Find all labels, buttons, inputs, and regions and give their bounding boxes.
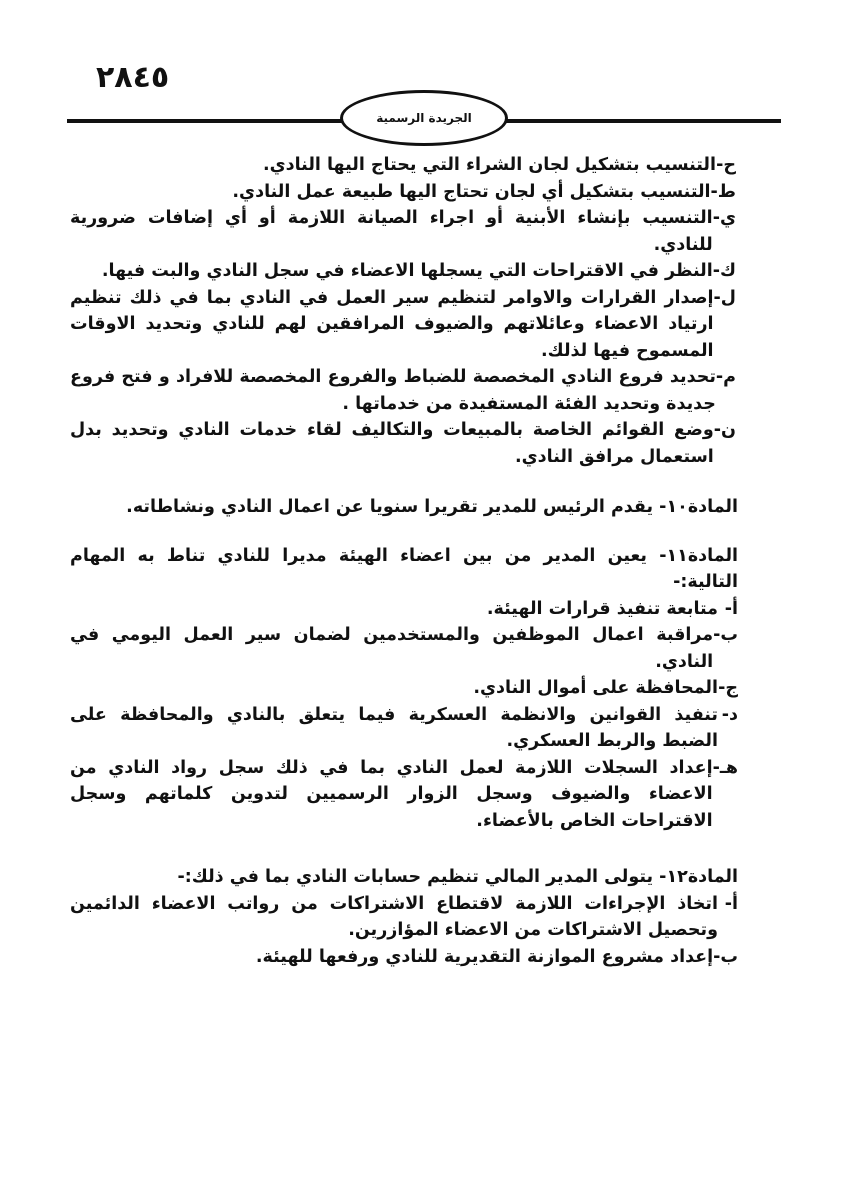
item-marker: م-: [715, 367, 736, 387]
item-text: إعداد مشروع الموازنة التقديرية للنادي ورفعها للهيئة.: [255, 946, 714, 967]
list-item: [70, 944, 738, 971]
item-text: المحافظة على أموال النادي.: [473, 678, 718, 698]
article-text: يتولى المدير المالي تنظيم حسابات النادي بما في ذلك:-: [177, 867, 654, 887]
list-item: [70, 152, 736, 179]
item-text: إصدار القرارات والاوامر لتنظيم سير العمل في النادي بما في ذلك تنظيم ارتياد الاعضاء وعائلاتهم والضيوف المرافقين لهم للنادي وتحديد الاوقات المسموح فيها لذلك.: [70, 287, 714, 361]
article-10: [70, 494, 738, 521]
gazette-title-ellipse: [340, 90, 508, 146]
list-item: [70, 285, 736, 365]
item-text: التنسيب بتشكيل أي لجان تحتاج اليها طبيعة عمل النادي.: [232, 181, 711, 202]
list-item: [70, 891, 738, 944]
article-11: [70, 543, 738, 596]
item-text: وضع القوائم الخاصة بالمبيعات والتكاليف لقاء خدمات النادي وتحديد بدل استعمال مرافق النادي.: [70, 420, 714, 467]
list-item: [70, 179, 736, 206]
article-label: المادة١٢-: [659, 867, 738, 887]
continued-items-list: [70, 152, 736, 470]
item-marker: ب-: [713, 625, 738, 645]
item-text: النظر في الاقتراحات التي يسجلها الاعضاء في سجل النادي والبت فيها.: [101, 261, 713, 281]
item-marker: أ-: [724, 893, 738, 914]
gazette-title: الجريدة الرسمية: [376, 111, 472, 125]
item-marker: ح-: [716, 155, 736, 175]
article-12: [70, 864, 738, 891]
item-text: إعداد السجلات اللازمة لعمل النادي بما في ذلك سجل رواد النادي من الاعضاء والضيوف وسجل الزوار الرسميين لتدوين كلماتهم وسجل الاقتراحات الخاص بالأعضاء.: [70, 757, 713, 831]
item-marker: ي-: [712, 208, 736, 228]
item-text: التنسيب بإنشاء الأبنية أو اجراء الصيانة اللازمة أو أي إضافات ضرورية للنادي.: [70, 208, 713, 255]
article-11-items: [70, 596, 738, 835]
list-item: [70, 622, 738, 675]
item-marker: ج-: [718, 678, 738, 698]
item-text: تنفيذ القوانين والانظمة العسكرية فيما يتعلق بالنادي والمحافظة على الضبط والربط العسكري.: [70, 704, 718, 751]
article-label: المادة١٠-: [659, 497, 738, 517]
list-item: [70, 755, 738, 835]
article-label: المادة١١-: [659, 545, 739, 566]
item-marker: أ-: [724, 598, 738, 619]
article-text: يعين المدير من بين اعضاء الهيئة مديرا للنادي تناط به المهام التالية:-: [70, 545, 738, 592]
header-rule-right: [500, 119, 781, 123]
item-marker: ك-: [712, 261, 736, 281]
item-marker: هـ-: [712, 757, 738, 778]
item-text: اتخاذ الإجراءات اللازمة لاقتطاع الاشتراكات من رواتب الاعضاء الدائمين وتحصيل الاشتراكات من الاعضاء المؤازرين.: [70, 893, 718, 940]
list-item: [70, 675, 738, 702]
item-marker: د-: [721, 704, 738, 725]
list-item: [70, 417, 736, 470]
item-text: مراقبة اعمال الموظفين والمستخدمين لضمان سير العمل اليومي في النادي.: [70, 625, 714, 672]
page-number: ٢٨٤٥: [96, 60, 170, 95]
item-text: التنسيب بتشكيل لجان الشراء التي يحتاج اليها النادي.: [262, 155, 716, 175]
list-item: [70, 702, 738, 755]
article-text: يقدم الرئيس للمدير تقريرا سنويا عن اعمال النادي ونشاطاته.: [126, 497, 654, 517]
list-item: [70, 364, 736, 417]
item-marker: ب-: [713, 946, 738, 967]
item-marker: ط-: [710, 181, 736, 202]
item-text: تحديد فروع النادي المخصصة للضباط والفروع المخصصة للافراد و فتح فروع جديدة وتحديد الفئة المستفيدة من خدماتها .: [70, 367, 716, 414]
item-text: متابعة تنفيذ قرارات الهيئة.: [486, 598, 718, 619]
item-marker: ل-: [713, 287, 736, 308]
item-marker: ن-: [713, 420, 736, 440]
list-item: [70, 596, 738, 623]
list-item: [70, 205, 736, 258]
article-12-items: [70, 891, 738, 971]
header-rule-left: [67, 119, 349, 123]
list-item: [70, 258, 736, 285]
document-body: [70, 152, 738, 970]
